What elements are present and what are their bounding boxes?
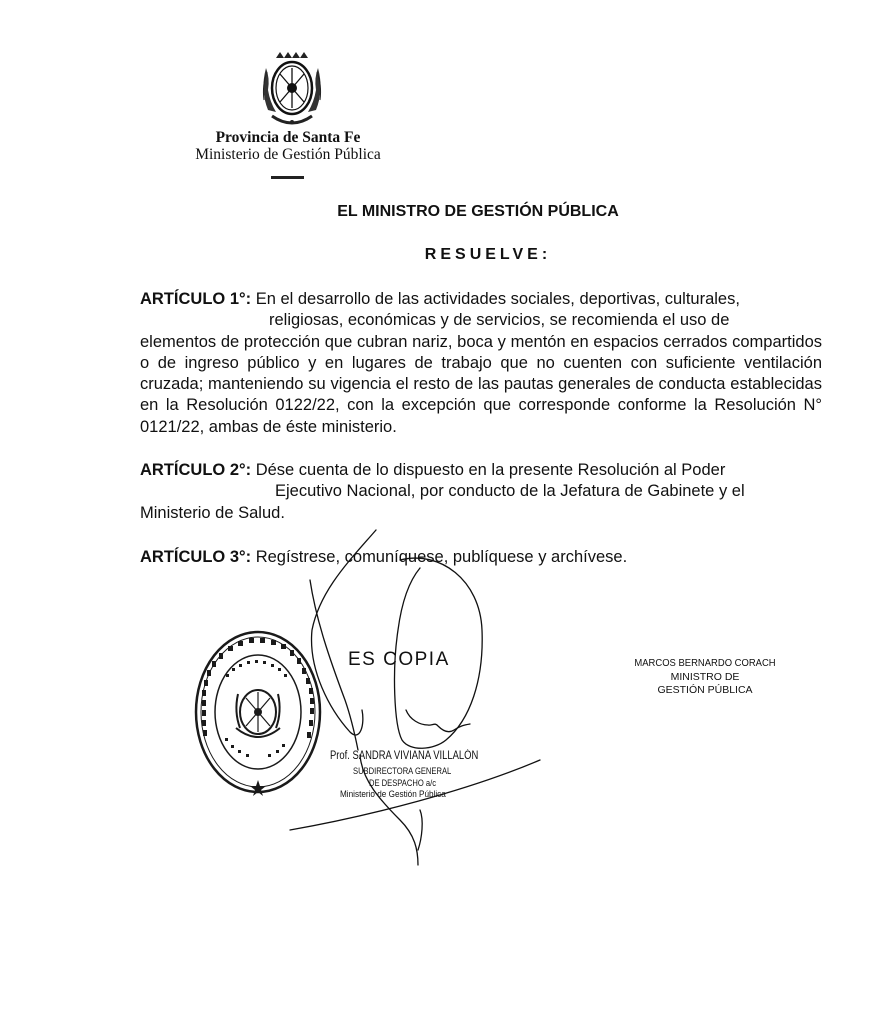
ministry-name: Ministerio de Gestión Pública	[195, 146, 381, 163]
article-1-line-2: religiosas, económicas y de servicios, se recomienda el uso de	[269, 311, 730, 330]
article-2-line-2: Ejecutivo Nacional, por conducto de la Jefatura de Gabinete y el	[275, 482, 745, 501]
article-2	[140, 460, 822, 524]
province-name: Provincia de Santa Fe	[215, 129, 361, 146]
minister-title-2: GESTIÓN PÚBLICA	[657, 684, 753, 696]
minister-title-1: MINISTRO DE	[670, 671, 740, 683]
minister-heading: EL MINISTRO DE GESTIÓN PÚBLICA	[337, 203, 619, 220]
provincial-crest-icon	[258, 50, 326, 130]
article-3-text: Regístrese, comuníquese, publíquese y archívese.	[255, 548, 628, 566]
certifier-title-3: Ministerio de Gestión Pública	[340, 789, 446, 800]
article-2-line-1: Dése cuenta de lo dispuesto en la presente Resolución al Poder	[255, 461, 726, 479]
handwritten-signature	[270, 520, 570, 870]
minister-name: MARCOS BERNARDO CORACH	[634, 657, 776, 669]
es-copia-stamp: ES COPIA	[348, 649, 450, 670]
article-1-label: ARTÍCULO 1°:	[140, 290, 252, 308]
article-2-body: Ministerio de Salud.	[140, 503, 285, 522]
certifier-title-1: SUBDIRECTORA GENERAL	[353, 766, 452, 777]
article-1-line-1: En el desarrollo de las actividades sociales, deportivas, culturales,	[255, 290, 740, 308]
article-1-body: elementos de protección que cubran nariz, boca y mentón en espacios cerrados compartidos o de ingreso público y en lugares de trabajo que no cuenten con suficiente ventilación cruzada; manteniendo su vigencia el resto de las pautas generales de conducta establecidas en la Resolución 0122/22, con la excepción que corresponde conforme la Resolución N° 0121/22, ambas de éste ministerio.	[140, 332, 822, 436]
resuelve-heading: RESUELVE:	[424, 246, 552, 263]
certifier-title-2: DE DESPACHO a/c	[369, 778, 437, 789]
header-divider	[271, 176, 304, 179]
certifier-name: Prof. SANDRA VIVIANA VILLALÓN	[330, 750, 479, 762]
article-2-label: ARTÍCULO 2°:	[140, 461, 252, 479]
article-1	[140, 289, 822, 438]
article-3-label: ARTÍCULO 3°:	[140, 548, 252, 566]
